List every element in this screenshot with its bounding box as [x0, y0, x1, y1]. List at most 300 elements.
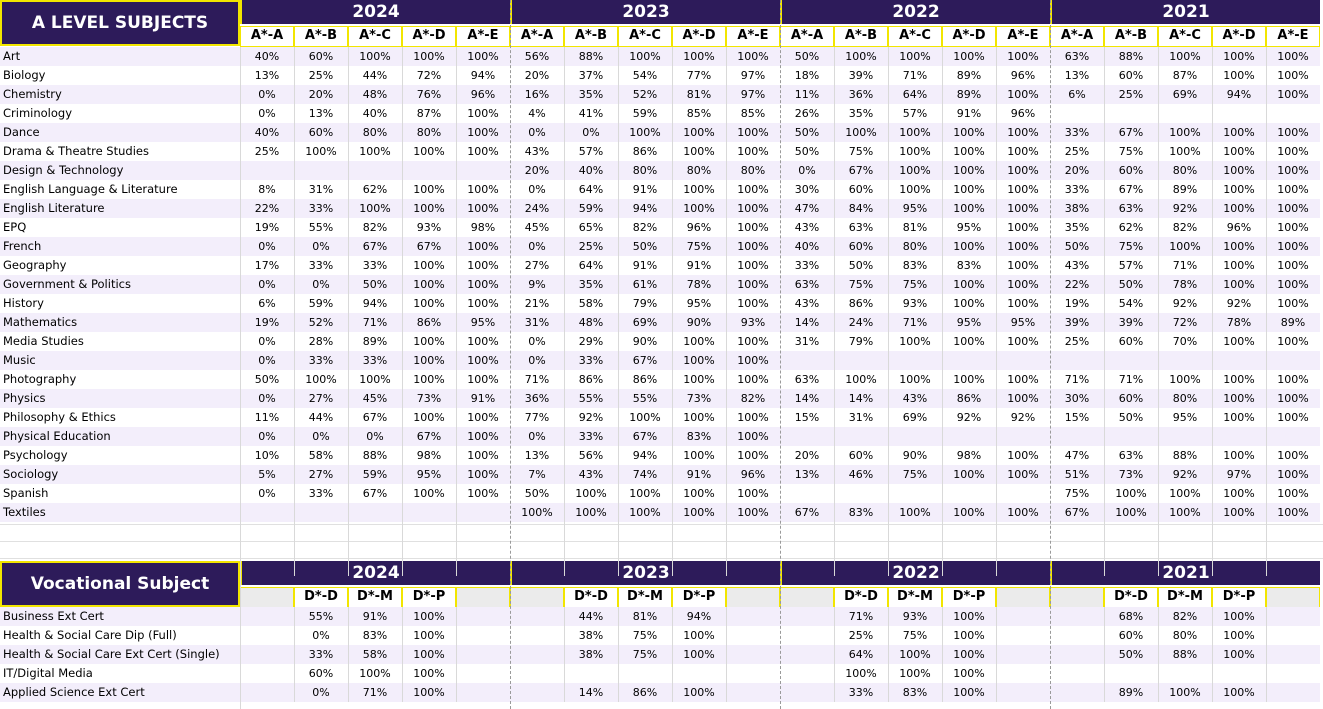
pass-rate-cell: 83% — [888, 256, 942, 275]
pass-rate-cell: 64% — [564, 180, 618, 199]
pass-rate-cell: 52% — [294, 313, 348, 332]
subject-name: Physics — [0, 389, 240, 408]
pass-rate-cell: 100% — [726, 180, 780, 199]
pass-rate-cell: 91% — [942, 104, 996, 123]
pass-rate-cell: 100% — [672, 142, 726, 161]
empty-cell — [1050, 626, 1104, 645]
pass-rate-cell — [996, 351, 1050, 370]
grid-line — [240, 47, 241, 709]
grid-line — [456, 607, 457, 702]
grade-header-blank — [1050, 587, 1104, 608]
pass-rate-cell: 100% — [672, 199, 726, 218]
pass-rate-cell — [456, 503, 510, 522]
grade-header: D*-D — [834, 587, 888, 608]
pass-rate-cell: 75% — [888, 465, 942, 484]
pass-rate-cell: 20% — [780, 446, 834, 465]
year-header: 2023 — [510, 561, 780, 585]
empty-cell — [1266, 645, 1320, 664]
pass-rate-cell: 43% — [1050, 256, 1104, 275]
grade-header: A*-B — [564, 26, 618, 47]
pass-rate-cell: 10% — [240, 446, 294, 465]
subject-name: Psychology — [0, 446, 240, 465]
pass-rate-cell: 100% — [672, 484, 726, 503]
pass-rate-cell — [996, 484, 1050, 503]
grade-header: A*-A — [240, 26, 294, 47]
grid-line — [0, 558, 1323, 559]
pass-rate-cell: 100% — [1212, 142, 1266, 161]
pass-rate-cell: 54% — [618, 66, 672, 85]
grade-header: A*-E — [1266, 26, 1320, 47]
pass-rate-cell: 72% — [1158, 313, 1212, 332]
pass-rate-cell — [780, 351, 834, 370]
pass-rate-cell: 43% — [780, 294, 834, 313]
pass-rate-cell: 100% — [996, 218, 1050, 237]
pass-rate-cell: 33% — [348, 256, 402, 275]
grid-line — [618, 47, 619, 576]
pass-rate-cell: 31% — [510, 313, 564, 332]
pass-rate-cell: 100% — [1266, 161, 1320, 180]
pass-rate-cell: 13% — [780, 465, 834, 484]
pass-rate-cell: 60% — [834, 237, 888, 256]
pass-rate-cell: 100% — [1158, 142, 1212, 161]
pass-rate-cell: 25% — [834, 626, 888, 645]
pass-rate-cell: 60% — [1104, 332, 1158, 351]
empty-cell — [726, 683, 780, 702]
pass-rate-cell: 100% — [1266, 199, 1320, 218]
pass-rate-cell: 25% — [1050, 142, 1104, 161]
pass-rate-cell: 100% — [456, 408, 510, 427]
pass-rate-cell: 40% — [780, 237, 834, 256]
pass-rate-cell — [1050, 104, 1104, 123]
empty-cell — [240, 645, 294, 664]
grid-line — [1266, 47, 1267, 576]
subject-name: English Language & Literature — [0, 180, 240, 199]
pass-rate-cell: 100% — [1212, 389, 1266, 408]
pass-rate-cell: 100% — [996, 465, 1050, 484]
pass-rate-cell: 71% — [1050, 370, 1104, 389]
pass-rate-cell: 11% — [780, 85, 834, 104]
grade-header: A*-B — [1104, 26, 1158, 47]
pass-rate-cell: 98% — [402, 446, 456, 465]
grade-header: A*-C — [348, 26, 402, 47]
empty-cell — [510, 626, 564, 645]
grid-line — [294, 607, 295, 702]
pass-rate-cell: 75% — [1104, 142, 1158, 161]
pass-rate-cell: 100% — [942, 332, 996, 351]
pass-rate-cell: 50% — [780, 47, 834, 66]
pass-rate-cell: 100% — [402, 408, 456, 427]
pass-rate-cell: 0% — [564, 123, 618, 142]
pass-rate-cell: 100% — [888, 664, 942, 683]
pass-rate-cell: 64% — [564, 256, 618, 275]
pass-rate-cell: 100% — [1212, 645, 1266, 664]
pass-rate-cell: 71% — [510, 370, 564, 389]
pass-rate-cell: 67% — [1104, 123, 1158, 142]
pass-rate-cell: 100% — [1266, 503, 1320, 522]
empty-cell — [726, 664, 780, 683]
pass-rate-cell: 100% — [1266, 180, 1320, 199]
pass-rate-cell: 100% — [1266, 446, 1320, 465]
pass-rate-cell: 80% — [348, 123, 402, 142]
empty-cell — [726, 607, 780, 626]
pass-rate-cell: 78% — [1158, 275, 1212, 294]
subject-name: Health & Social Care Dip (Full) — [0, 626, 240, 645]
pass-rate-cell: 8% — [240, 180, 294, 199]
pass-rate-cell: 96% — [672, 218, 726, 237]
pass-rate-cell: 100% — [456, 446, 510, 465]
pass-rate-cell: 100% — [942, 503, 996, 522]
pass-rate-cell — [564, 664, 618, 683]
grid-line — [348, 47, 349, 576]
pass-rate-cell: 52% — [618, 85, 672, 104]
pass-rate-cell: 100% — [1266, 275, 1320, 294]
grade-header-blank — [780, 587, 834, 608]
grid-line — [1158, 47, 1159, 576]
pass-rate-cell: 100% — [672, 645, 726, 664]
pass-rate-cell: 60% — [294, 123, 348, 142]
pass-rate-cell: 20% — [510, 161, 564, 180]
pass-rate-cell: 50% — [618, 237, 672, 256]
grid-line — [672, 607, 673, 702]
pass-rate-cell: 27% — [294, 389, 348, 408]
pass-rate-cell: 75% — [888, 275, 942, 294]
pass-rate-cell: 95% — [888, 199, 942, 218]
pass-rate-cell: 95% — [996, 313, 1050, 332]
pass-rate-cell: 100% — [1266, 332, 1320, 351]
pass-rate-cell: 94% — [456, 66, 510, 85]
pass-rate-cell: 75% — [888, 626, 942, 645]
pass-rate-cell: 31% — [780, 332, 834, 351]
grid-line — [1158, 607, 1159, 702]
pass-rate-cell: 100% — [834, 664, 888, 683]
pass-rate-cell: 86% — [618, 142, 672, 161]
pass-rate-cell: 33% — [1050, 180, 1104, 199]
subject-name: French — [0, 237, 240, 256]
pass-rate-cell: 100% — [348, 142, 402, 161]
pass-rate-cell: 88% — [1158, 446, 1212, 465]
pass-rate-cell: 100% — [672, 332, 726, 351]
pass-rate-cell: 82% — [1158, 218, 1212, 237]
pass-rate-cell: 100% — [1212, 47, 1266, 66]
pass-rate-cell: 100% — [996, 161, 1050, 180]
pass-rate-cell: 100% — [1104, 484, 1158, 503]
pass-rate-cell: 0% — [294, 626, 348, 645]
pass-rate-cell: 54% — [1104, 294, 1158, 313]
pass-rate-cell: 95% — [1158, 408, 1212, 427]
pass-rate-cell: 50% — [1104, 275, 1158, 294]
pass-rate-cell: 0% — [294, 275, 348, 294]
pass-rate-cell: 71% — [348, 313, 402, 332]
pass-rate-cell: 13% — [510, 446, 564, 465]
pass-rate-cell: 100% — [996, 370, 1050, 389]
pass-rate-cell: 55% — [294, 607, 348, 626]
pass-rate-cell: 100% — [942, 275, 996, 294]
pass-rate-cell: 94% — [618, 199, 672, 218]
pass-rate-cell: 100% — [996, 47, 1050, 66]
pass-rate-cell: 100% — [1212, 683, 1266, 702]
pass-rate-cell: 62% — [1104, 218, 1158, 237]
pass-rate-cell: 80% — [1158, 161, 1212, 180]
pass-rate-cell: 86% — [564, 370, 618, 389]
subject-name: Criminology — [0, 104, 240, 123]
pass-rate-cell: 7% — [510, 465, 564, 484]
subject-name: Photography — [0, 370, 240, 389]
pass-rate-cell: 100% — [294, 370, 348, 389]
pass-rate-cell: 35% — [1050, 218, 1104, 237]
pass-rate-cell: 100% — [348, 47, 402, 66]
empty-cell — [780, 626, 834, 645]
year-header: 2021 — [1050, 561, 1320, 585]
grade-header: A*-B — [294, 26, 348, 47]
pass-rate-cell: 5% — [240, 465, 294, 484]
pass-rate-cell: 60% — [834, 180, 888, 199]
pass-rate-cell — [672, 664, 726, 683]
pass-rate-cell: 15% — [780, 408, 834, 427]
pass-rate-cell: 63% — [1104, 199, 1158, 218]
empty-cell — [1266, 683, 1320, 702]
pass-rate-cell: 0% — [294, 427, 348, 446]
pass-rate-cell: 78% — [1212, 313, 1266, 332]
pass-rate-cell: 100% — [942, 664, 996, 683]
pass-rate-cell: 100% — [402, 626, 456, 645]
pass-rate-cell: 100% — [456, 104, 510, 123]
pass-rate-cell: 92% — [564, 408, 618, 427]
grade-header: A*-B — [834, 26, 888, 47]
pass-rate-cell: 20% — [510, 66, 564, 85]
subject-name: Geography — [0, 256, 240, 275]
pass-rate-cell: 41% — [564, 104, 618, 123]
pass-rate-cell: 31% — [834, 408, 888, 427]
pass-rate-cell: 83% — [348, 626, 402, 645]
pass-rate-cell: 98% — [456, 218, 510, 237]
pass-rate-cell — [618, 664, 672, 683]
pass-rate-cell: 100% — [618, 503, 672, 522]
pass-rate-cell: 100% — [996, 446, 1050, 465]
pass-rate-cell: 88% — [564, 47, 618, 66]
pass-rate-cell: 100% — [402, 275, 456, 294]
pass-rate-cell: 57% — [888, 104, 942, 123]
pass-rate-cell: 100% — [456, 484, 510, 503]
pass-rate-cell: 100% — [888, 370, 942, 389]
grade-header: A*-A — [780, 26, 834, 47]
pass-rate-cell: 100% — [726, 142, 780, 161]
subject-name: Media Studies — [0, 332, 240, 351]
pass-rate-cell: 100% — [996, 180, 1050, 199]
grid-line — [294, 47, 295, 576]
pass-rate-cell: 100% — [402, 294, 456, 313]
empty-cell — [996, 664, 1050, 683]
empty-cell — [1266, 607, 1320, 626]
pass-rate-cell — [456, 161, 510, 180]
pass-rate-cell: 43% — [510, 142, 564, 161]
pass-rate-cell: 25% — [1050, 332, 1104, 351]
pass-rate-cell: 100% — [1212, 237, 1266, 256]
pass-rate-cell: 79% — [618, 294, 672, 313]
pass-rate-cell: 100% — [1266, 142, 1320, 161]
grid-line — [834, 607, 835, 702]
pass-rate-cell: 0% — [510, 237, 564, 256]
pass-rate-cell: 70% — [1158, 332, 1212, 351]
pass-rate-cell: 100% — [348, 199, 402, 218]
pass-rate-cell: 100% — [726, 446, 780, 465]
pass-rate-cell: 47% — [780, 199, 834, 218]
grade-header: D*-M — [1158, 587, 1212, 608]
pass-rate-cell: 100% — [1158, 237, 1212, 256]
pass-rate-cell: 0% — [240, 332, 294, 351]
pass-rate-cell: 100% — [888, 161, 942, 180]
pass-rate-cell: 100% — [402, 142, 456, 161]
pass-rate-cell: 69% — [1158, 85, 1212, 104]
empty-cell — [726, 626, 780, 645]
pass-rate-cell: 33% — [294, 645, 348, 664]
pass-rate-cell: 80% — [402, 123, 456, 142]
pass-rate-cell: 44% — [348, 66, 402, 85]
pass-rate-cell: 60% — [1104, 161, 1158, 180]
grade-header: A*-C — [888, 26, 942, 47]
grade-header: D*-P — [942, 587, 996, 608]
pass-rate-cell: 0% — [240, 389, 294, 408]
pass-rate-cell: 100% — [564, 503, 618, 522]
pass-rate-cell: 0% — [780, 161, 834, 180]
pass-rate-cell: 100% — [888, 47, 942, 66]
empty-cell — [456, 607, 510, 626]
subject-name: Chemistry — [0, 85, 240, 104]
pass-rate-cell: 93% — [888, 294, 942, 313]
subject-name: Dance — [0, 123, 240, 142]
pass-rate-cell: 100% — [672, 408, 726, 427]
pass-rate-cell: 100% — [1266, 256, 1320, 275]
pass-rate-cell: 100% — [1266, 370, 1320, 389]
empty-cell — [996, 683, 1050, 702]
pass-rate-cell: 64% — [888, 85, 942, 104]
pass-rate-cell: 81% — [888, 218, 942, 237]
pass-rate-cell: 100% — [402, 47, 456, 66]
pass-rate-cell: 4% — [510, 104, 564, 123]
pass-rate-cell: 60% — [294, 664, 348, 683]
pass-rate-cell: 100% — [1212, 370, 1266, 389]
pass-rate-cell — [1050, 351, 1104, 370]
subject-name: Spanish — [0, 484, 240, 503]
pass-rate-cell: 100% — [1158, 47, 1212, 66]
pass-rate-cell: 0% — [240, 85, 294, 104]
grid-line — [0, 541, 1323, 542]
subject-name: Health & Social Care Ext Cert (Single) — [0, 645, 240, 664]
pass-rate-cell: 38% — [564, 626, 618, 645]
pass-rate-cell: 100% — [996, 237, 1050, 256]
grade-header: D*-M — [618, 587, 672, 608]
pass-rate-cell: 50% — [240, 370, 294, 389]
pass-rate-cell: 100% — [996, 294, 1050, 313]
pass-rate-cell: 57% — [1104, 256, 1158, 275]
pass-rate-cell: 100% — [996, 85, 1050, 104]
subject-name: Art — [0, 47, 240, 66]
pass-rate-cell: 91% — [618, 256, 672, 275]
pass-rate-cell: 100% — [672, 503, 726, 522]
pass-rate-cell — [1104, 104, 1158, 123]
pass-rate-cell: 36% — [510, 389, 564, 408]
pass-rate-cell: 33% — [834, 683, 888, 702]
pass-rate-cell: 100% — [1266, 85, 1320, 104]
pass-rate-cell: 40% — [240, 123, 294, 142]
pass-rate-cell — [942, 427, 996, 446]
pass-rate-cell: 89% — [942, 66, 996, 85]
empty-cell — [510, 664, 564, 683]
pass-rate-cell: 100% — [456, 142, 510, 161]
pass-rate-cell: 56% — [510, 47, 564, 66]
subject-name: Music — [0, 351, 240, 370]
pass-rate-cell: 17% — [240, 256, 294, 275]
pass-rate-cell: 79% — [834, 332, 888, 351]
pass-rate-cell: 31% — [294, 180, 348, 199]
pass-rate-cell: 100% — [456, 180, 510, 199]
pass-rate-cell: 100% — [888, 645, 942, 664]
pass-rate-cell: 85% — [726, 104, 780, 123]
pass-rate-cell: 67% — [834, 161, 888, 180]
pass-rate-cell: 100% — [996, 199, 1050, 218]
pass-rate-cell: 100% — [1212, 626, 1266, 645]
pass-rate-cell: 100% — [1158, 484, 1212, 503]
empty-cell — [996, 626, 1050, 645]
pass-rate-cell: 100% — [456, 256, 510, 275]
pass-rate-cell: 97% — [1212, 465, 1266, 484]
pass-rate-cell: 91% — [348, 607, 402, 626]
year-header: 2023 — [510, 0, 780, 24]
year-header: 2024 — [240, 561, 510, 585]
pass-rate-cell: 100% — [672, 351, 726, 370]
pass-rate-cell: 60% — [1104, 389, 1158, 408]
pass-rate-cell: 98% — [942, 446, 996, 465]
empty-cell — [1266, 626, 1320, 645]
page-title: A LEVEL SUBJECTS — [0, 0, 240, 46]
grid-line — [942, 607, 943, 702]
pass-rate-cell: 88% — [1158, 645, 1212, 664]
pass-rate-cell: 71% — [888, 313, 942, 332]
pass-rate-cell: 100% — [456, 123, 510, 142]
pass-rate-cell: 100% — [726, 427, 780, 446]
pass-rate-cell: 86% — [834, 294, 888, 313]
grid-line — [1050, 0, 1051, 709]
subject-name: Textiles — [0, 503, 240, 522]
grade-header-blank — [510, 587, 564, 608]
pass-rate-cell: 94% — [618, 446, 672, 465]
grade-header: A*-C — [618, 26, 672, 47]
pass-rate-cell: 0% — [240, 351, 294, 370]
pass-rate-cell: 50% — [510, 484, 564, 503]
pass-rate-cell: 100% — [402, 199, 456, 218]
pass-rate-cell: 6% — [240, 294, 294, 313]
grade-header: A*-A — [510, 26, 564, 47]
pass-rate-cell — [834, 427, 888, 446]
pass-rate-cell: 63% — [1050, 47, 1104, 66]
pass-rate-cell: 33% — [294, 351, 348, 370]
pass-rate-cell: 50% — [1104, 408, 1158, 427]
pass-rate-cell: 100% — [1266, 237, 1320, 256]
pass-rate-cell — [1158, 104, 1212, 123]
pass-rate-cell: 30% — [780, 180, 834, 199]
pass-rate-cell: 89% — [1158, 180, 1212, 199]
pass-rate-cell: 75% — [1104, 237, 1158, 256]
pass-rate-cell — [294, 503, 348, 522]
pass-rate-cell: 100% — [510, 503, 564, 522]
empty-cell — [996, 607, 1050, 626]
pass-rate-cell: 100% — [1158, 683, 1212, 702]
pass-rate-cell: 100% — [1158, 503, 1212, 522]
grade-header: D*-P — [672, 587, 726, 608]
pass-rate-cell: 100% — [402, 332, 456, 351]
pass-rate-cell: 81% — [672, 85, 726, 104]
pass-rate-cell: 63% — [1104, 446, 1158, 465]
pass-rate-cell: 16% — [510, 85, 564, 104]
